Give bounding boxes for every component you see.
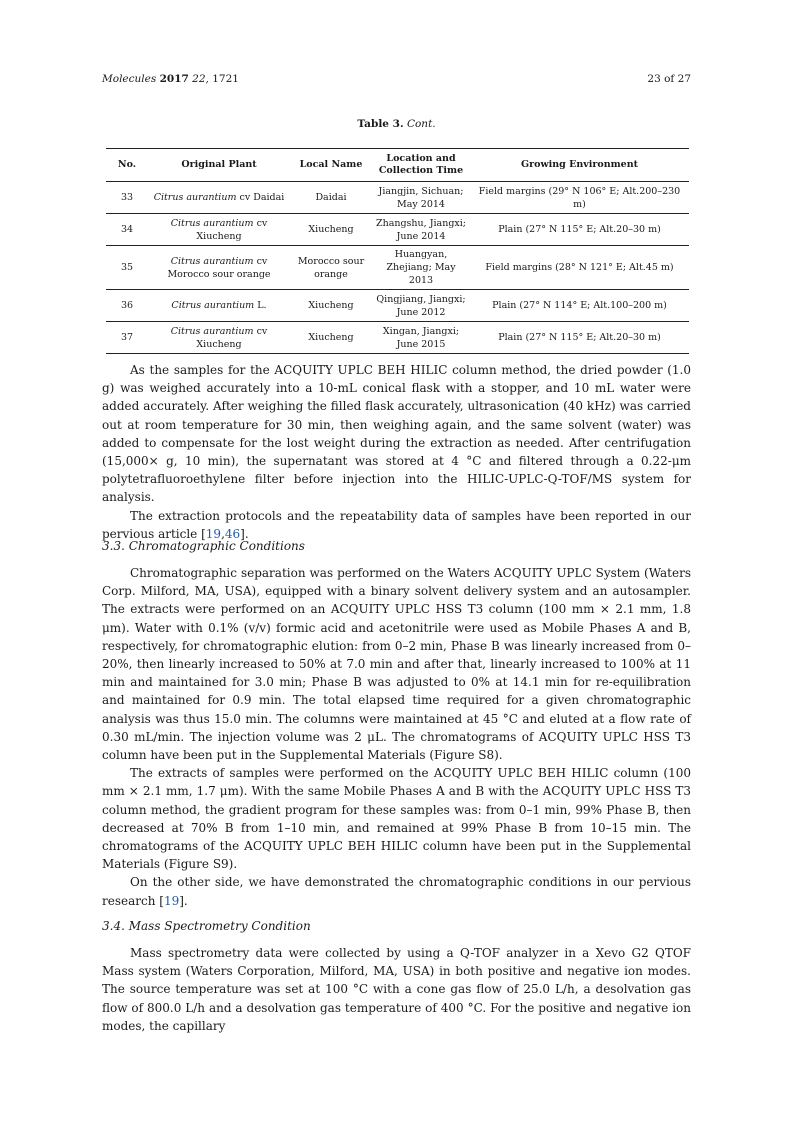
collection-table [106, 148, 689, 354]
section-heading-chromatographic: 3.3. Chromatographic Conditions [102, 539, 305, 553]
table-title-cont: Cont. [406, 118, 436, 130]
table-row [106, 246, 689, 290]
table-title-label: Table 3. [357, 118, 404, 130]
journal-page-ref: 1721 [212, 73, 239, 85]
table-title [102, 118, 691, 130]
cell-no: 33 [106, 182, 148, 214]
table-row [106, 214, 689, 246]
cell-plant: Citrus aurantium cv Xiucheng [148, 322, 290, 354]
table-row [106, 290, 689, 322]
section-heading-mass-spec: 3.4. Mass Spectrometry Condition [102, 919, 311, 933]
cell-plant: Citrus aurantium L. [148, 290, 290, 322]
paragraph-mass-spec: Mass spectrometry data were collected by using a Q-TOF analyzer in a Xevo G2 QTOF Mass system (Waters Corporation, Milford, MA, USA) in both positive and negative ion modes. The source temperature was set at 100 °C with a cone gas flow of 25.0 L/h, a desolvation gas flow of 800.0 L/h and a desolvation gas temperature of 400 °C. For the positive and negative ion modes, the capillary [102, 946, 691, 1033]
citation-link[interactable]: 19 [163, 893, 180, 908]
mass-spec-section [102, 944, 691, 1035]
cell-environment: Field margins (29° N 106° E; Alt.200–230 m) [470, 182, 689, 214]
paragraph-extraction-protocols: The extraction protocols and the repeatability data of samples have been reported in our pervious article [19,46]. [102, 508, 691, 541]
table-row [106, 182, 689, 214]
cell-no: 35 [106, 246, 148, 290]
cell-environment: Plain (27° N 115° E; Alt.20–30 m) [470, 322, 689, 354]
journal-citation [102, 73, 239, 85]
cell-local-name: Xiucheng [290, 322, 372, 354]
cell-plant: Citrus aurantium cv Xiucheng [148, 214, 290, 246]
col-header-location: Location and Collection Time [372, 149, 470, 182]
paragraph-other-side: On the other side, we have demonstrated the chromatographic conditions in our pervious research [19]. [102, 875, 691, 908]
journal-year: 2017 [159, 73, 189, 85]
citation-link[interactable]: 19 [205, 526, 222, 541]
journal-name: Molecules [102, 73, 157, 85]
page-header [102, 73, 691, 85]
cell-local-name: Daidai [290, 182, 372, 214]
citation-link[interactable]: 46 [224, 526, 241, 541]
cell-location: Xingan, Jiangxi; June 2015 [372, 322, 470, 354]
paragraph-hilic-extracts: The extracts of samples were performed on the ACQUITY UPLC BEH HILIC column (100 mm × 2.1 mm, 1.7 μm). With the same Mobile Phases A and B with the ACQUITY UPLC HSS T3 column method, the gradient program for these samples was: from 0–1 min, 99% Phase B, then decreased at 70% B from 1–10 min, and remained at 99% Phase B from 10–15 min. The chromatograms of the ACQUITY UPLC BEH HILIC column have been put in the Supplemental Materials (Figure S9). [102, 766, 691, 872]
sample-prep-section [102, 361, 691, 543]
cell-location: Qingjiang, Jiangxi; June 2012 [372, 290, 470, 322]
cell-plant: Citrus aurantium cv Daidai [148, 182, 290, 214]
page-counter: 23 of 27 [647, 73, 691, 85]
cell-environment: Plain (27° N 114° E; Alt.100–200 m) [470, 290, 689, 322]
col-header-no: No. [106, 149, 148, 182]
cell-location: Jiangjin, Sichuan; May 2014 [372, 182, 470, 214]
table-header-row [106, 149, 689, 182]
table-row [106, 322, 689, 354]
cell-environment: Field margins (28° N 121° E; Alt.45 m) [470, 246, 689, 290]
chromatographic-section [102, 564, 691, 910]
cell-location: Huangyan, Zhejiang; May 2013 [372, 246, 470, 290]
cell-local-name: Morocco sour orange [290, 246, 372, 290]
cell-plant: Citrus aurantium cv Morocco sour orange [148, 246, 290, 290]
col-header-local-name: Local Name [290, 149, 372, 182]
paragraph-sample-prep: As the samples for the ACQUITY UPLC BEH HILIC column method, the dried powder (1.0 g) was weighed accurately into a 10-mL conical flask with a stopper, and 10 mL water were added accurately. After weighing the filled flask accurately, ultrasonication (40 kHz) was carried out at room temperature for 30 min, then weighing again, and the same solvent (water) was added to compensate for the lost weight during the extraction as needed. After centrifugation (15,000× g, 10 min), the supernatant was stored at 4 °C and filtered through a 0.22-μm polytetrafluoroethylene filter before injection into the HILIC-UPLC-Q-TOF/MS system for analysis. [102, 363, 691, 505]
paragraph-chromatographic-separation: Chromatographic separation was performed on the Waters ACQUITY UPLC System (Waters Corp. Milford, MA, USA), equipped with a binary solvent delivery system and an autosampler. The extracts were performed on an ACQUITY UPLC HSS T3 column (100 mm × 2.1 mm, 1.8 μm). Water with 0.1% (v/v) formic acid and acetonitrile were used as Mobile Phases A and B, respectively, for chromatographic elution: from 0–2 min, Phase B was linearly increased from 0–20%, then linearly increased to 50% at 7.0 min and after that, linearly increased to 100% at 11 min and maintained for 3.0 min; Phase B was adjusted to 0% at 14.1 min for re-equilibration and maintained for 0.9 min. The total elapsed time required for a given chromatographic analysis was thus 15.0 min. The columns were maintained at 45 °C and eluted at a flow rate of 0.30 mL/min. The injection volume was 2 μL. The chromatograms of ACQUITY UPLC HSS T3 column have been put in the Supplemental Materials (Figure S8). [102, 566, 691, 763]
journal-volume: 22, [192, 73, 209, 85]
cell-local-name: Xiucheng [290, 214, 372, 246]
cell-environment: Plain (27° N 115° E; Alt.20–30 m) [470, 214, 689, 246]
col-header-environment: Growing Environment [470, 149, 689, 182]
cell-no: 36 [106, 290, 148, 322]
cell-no: 34 [106, 214, 148, 246]
col-header-plant: Original Plant [148, 149, 290, 182]
cell-no: 37 [106, 322, 148, 354]
cell-location: Zhangshu, Jiangxi; June 2014 [372, 214, 470, 246]
cell-local-name: Xiucheng [290, 290, 372, 322]
